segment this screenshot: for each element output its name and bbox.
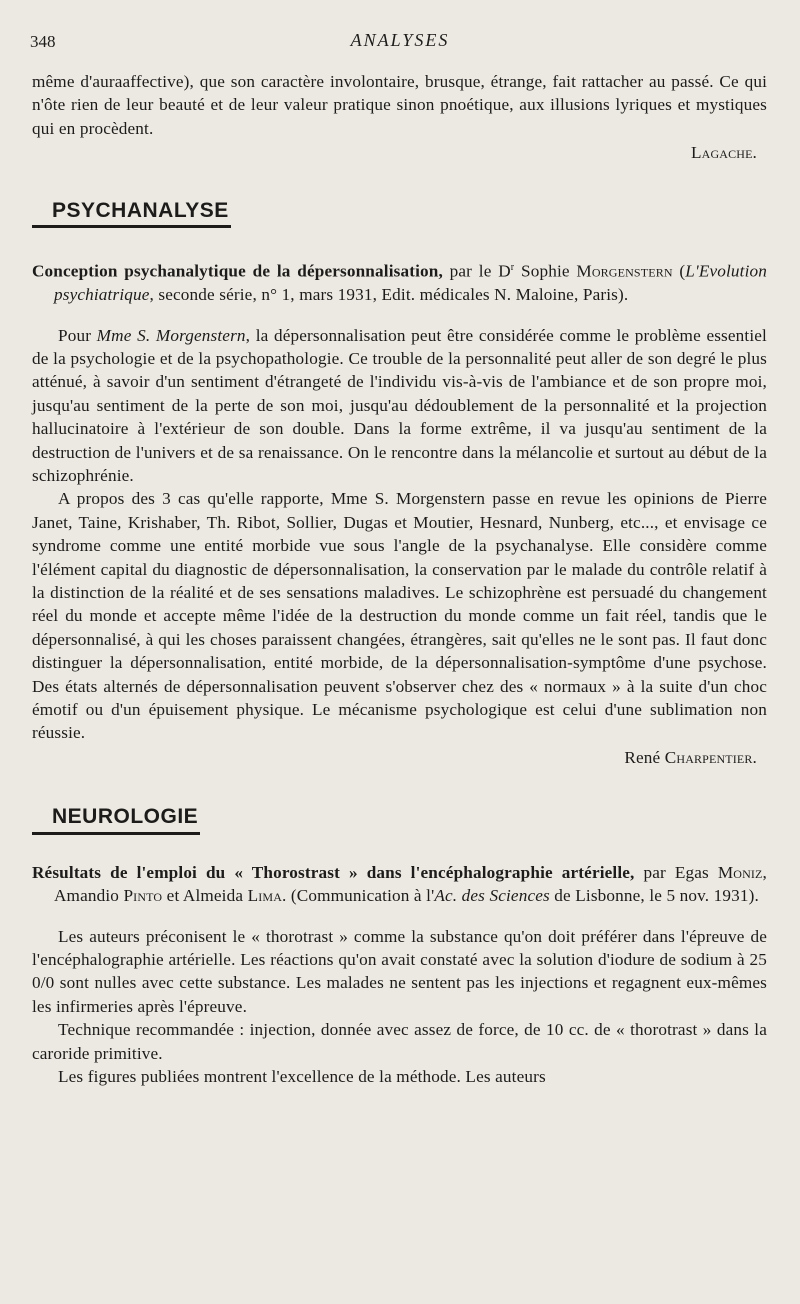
journal-name: L'Evolution psychiatrique (54, 261, 767, 305)
body-paragraph (32, 324, 767, 488)
body-paragraph: Les figures publiées montrent l'excellence de la méthode. Les auteurs (58, 1066, 546, 1086)
body-paragraph: A propos des 3 cas qu'elle rapporte, Mme S. Morgenstern passe en revue les opinions de Pierre Janet, Taine, Krishaber, Th. Ribot, Sollier, Dugas et Moutier, Hesnard, Nunberg, etc..., et envisage ce syndrome comme une entité morbide vue sous l'angle de la psychanalyse. Elle considère comme l'élément capital du diagnostic de dépersonnalisation, la conservation par le malade du contrôle relatif à la distinction de la réalité et de ses sensations maladives. Le schizophrène est persuadé du changement réel du monde et accepte même l'idée de la destruction du monde comme un fait réel, tandis que le dépersonnalisé, à qui les choses paraissent changées, étrangères, sait qu'elles ne le sont pas. Il faut donc distinguer la dépersonnalisation, entité morbide, de la dépersonnalisation-symptôme d'une psychose. Des états alternés de dépersonnalisation peuvent s'observer chez des « normaux » à la suite d'un choc émotif ou d'un épuisement physique. Le mécanisme psychologique est celui d'une sublimation non réussie. (32, 489, 767, 743)
section1-signature (32, 746, 767, 769)
article-title-depersonnalisation (32, 256, 767, 307)
article-by: par Egas (634, 862, 718, 882)
section1-body (32, 324, 767, 745)
paragraph-lead: Pour (58, 325, 97, 345)
article-title-thorostrast (32, 861, 767, 908)
article-by-sup: r (510, 262, 515, 274)
intro-signature: Lagache. (691, 143, 757, 163)
article-by: par le D (442, 261, 511, 281)
signature-first-name: René (624, 747, 665, 767)
author-first-name: Sophie (514, 261, 577, 281)
article-title-text: Conception psychanalytique de la dépersonnalisation, (32, 261, 443, 281)
signature-last-name: Charpentier. (664, 747, 757, 767)
author-2-last-name: Pinto (123, 886, 163, 906)
section2-body (32, 925, 767, 1089)
author-separator: , Amandio (54, 862, 767, 906)
author-3-last-name: Lima (247, 886, 283, 906)
author-1-last-name: Moniz (717, 862, 763, 882)
page-content (32, 70, 767, 1088)
article-open-paren: ( (672, 261, 686, 281)
body-paragraph: Technique recommandée : injection, donnée avec assez de force, de 10 cc. de « thorotrast » dans la caroride primitive. (32, 1020, 767, 1063)
journal-name: Ac. des Sciences (434, 886, 550, 906)
running-title: ANALYSES (350, 30, 450, 50)
intro-paragraph: même d'auraaffective), que son caractère involontaire, brusque, étrange, fait rattacher au passé. Ce qui n'ôte rien de leur beauté et de leur valeur pratique sinon pnoétique, aux illusions lyriques et mystiques qui en procèdent. (32, 72, 767, 138)
article-open: . (Communication à l' (282, 886, 435, 906)
article-details: , seconde série, n° 1, mars 1931, Edit. médicales N. Maloine, Paris). (149, 285, 629, 305)
section-neurologie (32, 805, 767, 834)
section-heading-neurologie: NEUROLOGIE (32, 805, 200, 834)
section-psychanalyse (32, 199, 767, 228)
page-number: 348 (30, 32, 56, 51)
page-header (30, 28, 770, 56)
body-paragraph: Les auteurs préconisent le « thorotrast » comme la substance qu'on doit préférer dans l'épreuve de l'encéphalographie artérielle. Les réactions qu'on avait constaté avec la solution d'iodure de sodium à 25 0/0 sont nulles avec cette substance. Les malades ne sentent pas les injections et regagnent eux-mêmes les infirmeries après l'épreuve. (32, 926, 767, 1016)
author-separator: et Almeida (162, 886, 248, 906)
article-details: de Lisbonne, le 5 nov. 1931). (549, 886, 759, 906)
author-last-name: Morgenstern (576, 261, 673, 281)
paragraph-text: , la dépersonnalisation peut être considérée comme le problème essentiel de la psychologie et de la psychopathologie. Ce trouble de la personnalité peut aller de son degré le plus atténué, à savoir d'un sentiment d'étrangeté de l'individu vis-à-vis de l'ambiance et de son propre moi, jusqu'au sentiment de la perte de son moi, jusqu'au dédoublement de la personnalité et la projection hallucinatoire à l'extérieur de son double. Dans la forme extrême, il va jusqu'au sentiment de la destruction de l'univers et de sa renaissance. On le rencontre dans la mélancolie et surtout au début de la schizophrénie. (32, 325, 767, 486)
article-title-text: Résultats de l'emploi du « Thorostrast » dans l'encéphalographie artérielle, (32, 862, 635, 882)
paragraph-emphasis: Mme S. Morgenstern (96, 325, 246, 345)
section-heading-psychanalyse: PSYCHANALYSE (32, 199, 231, 228)
